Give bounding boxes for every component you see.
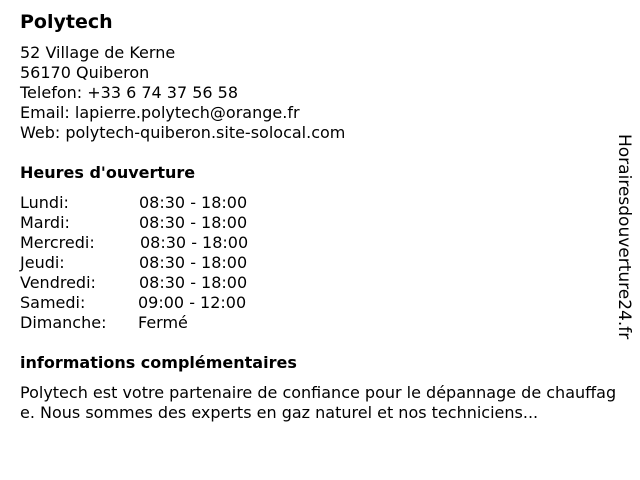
hours-row-tuesday xyxy=(20,213,320,233)
time-range: 08:30 - 18:00 xyxy=(139,273,248,292)
time-range: 08:30 - 18:00 xyxy=(140,233,249,252)
info-description: Polytech est votre partenaire de confiance pour le dépannage de chauffage. Nous sommes des experts en gaz naturel et nos techniciens... xyxy=(20,383,617,422)
web-line: Web: polytech-quiberon.site-solocal.com xyxy=(20,123,346,142)
time-range: 08:30 - 18:00 xyxy=(139,193,248,212)
contact-block xyxy=(20,43,345,143)
business-name: Polytech xyxy=(20,11,113,33)
day-label: Mercredi: xyxy=(20,233,95,252)
info-heading: informations complémentaires xyxy=(20,353,297,372)
day-label: Lundi: xyxy=(20,193,69,212)
time-range: 09:00 - 12:00 xyxy=(138,293,247,312)
email-line: Email: lapierre.polytech@orange.fr xyxy=(20,103,300,122)
time-range: Fermé xyxy=(138,313,188,332)
hours-row-thursday xyxy=(20,253,320,273)
hours-row-saturday xyxy=(20,293,320,313)
address-street: 52 Village de Kerne xyxy=(20,43,176,62)
site-watermark: Horairesdouverture24.fr xyxy=(614,134,634,340)
address-city: 56170 Quiberon xyxy=(20,63,150,82)
day-label: Samedi: xyxy=(20,293,86,312)
day-label: Dimanche: xyxy=(20,313,107,332)
day-label: Jeudi: xyxy=(20,253,65,272)
hours-row-sunday xyxy=(20,313,320,333)
day-label: Mardi: xyxy=(20,213,70,232)
hours-row-wednesday xyxy=(20,233,320,253)
time-range: 08:30 - 18:00 xyxy=(139,213,248,232)
hours-row-monday xyxy=(20,193,320,213)
phone-line: Telefon: +33 6 74 37 56 58 xyxy=(20,83,239,102)
hours-heading: Heures d'ouverture xyxy=(20,163,196,182)
day-label: Vendredi: xyxy=(20,273,96,292)
time-range: 08:30 - 18:00 xyxy=(139,253,248,272)
hours-list xyxy=(20,193,320,333)
hours-row-friday xyxy=(20,273,320,293)
